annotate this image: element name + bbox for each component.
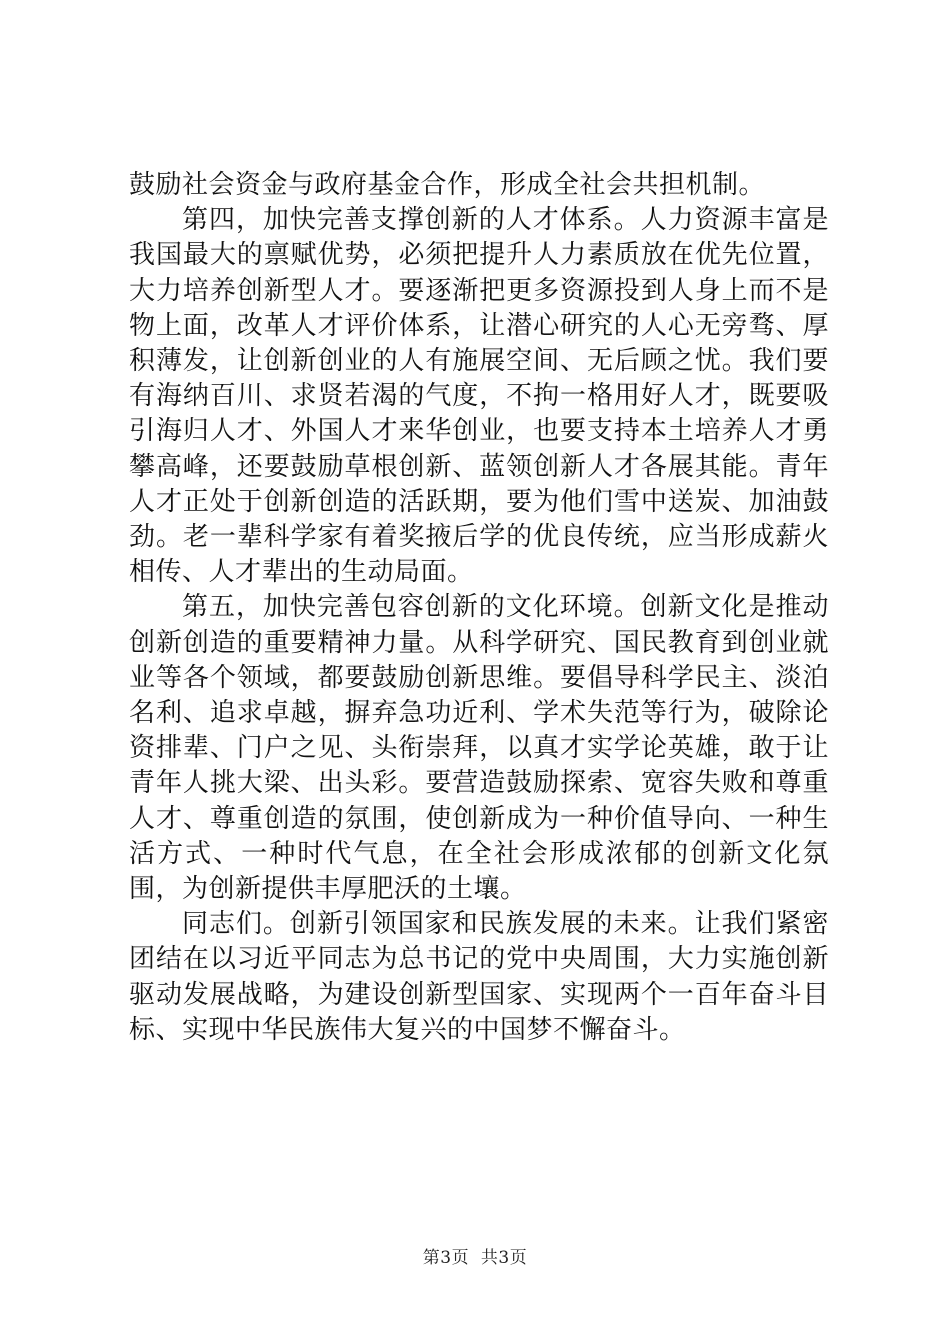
page-number-footer: 第3页 共3页: [422, 1248, 528, 1268]
paragraph-closing: 同志们。创新引领国家和民族发展的未来。让我们紧密团结在以习近平同志为总书记的党中央周围，大力实施创新驱动发展战略，为建设创新型国家、实现两个一百年奋斗目标、实现中华民族伟大复兴的中国梦不懈奋斗。: [129, 909, 829, 1045]
paragraph-continuation: 鼓励社会资金与政府基金合作，形成全社会共担机制。: [129, 170, 766, 200]
paragraph-talent-system: 第四，加快完善支撑创新的人才体系。人力资源丰富是我国最大的禀赋优势，必须把提升人力素质放在优先位置，大力培养创新型人才。要逐渐把更多资源投到人身上而不是物上面，改革人才评价体系，让潜心研究的人心无旁骛、厚积薄发，让创新创业的人有施展空间、无后顾之忧。我们要有海纳百川、求贤若渴的气度，不拘一格用好人才，既要吸引海归人才、外国人才来华创业，也要支持本土培养人才勇攀高峰，还要鼓励草根创新、蓝领创新人才各展其能。青年人才正处于创新创造的活跃期，要为他们雪中送炭、加油鼓劲。老一辈科学家有着奖掖后学的优良传统，应当形成薪火相传、人才辈出的生动局面。: [129, 205, 829, 588]
paragraph-culture-environment: 第五，加快完善包容创新的文化环境。创新文化是推动创新创造的重要精神力量。从科学研究、国民教育到创业就业等各个领域，都要鼓励创新思维。要倡导科学民主、淡泊名利、追求卓越，摒弃急功近利、学术失范等行为，破除论资排辈、门户之见、头衔崇拜，以真才实学论英雄，敢于让青年人挑大梁、出头彩。要营造鼓励探索、宽容失败和尊重人才、尊重创造的氛围，使创新成为一种价值导向、一种生活方式、一种时代气息，在全社会形成浓郁的创新文化氛围，为创新提供丰厚肥沃的土壤。: [129, 592, 829, 905]
document-body: [129, 168, 829, 1048]
